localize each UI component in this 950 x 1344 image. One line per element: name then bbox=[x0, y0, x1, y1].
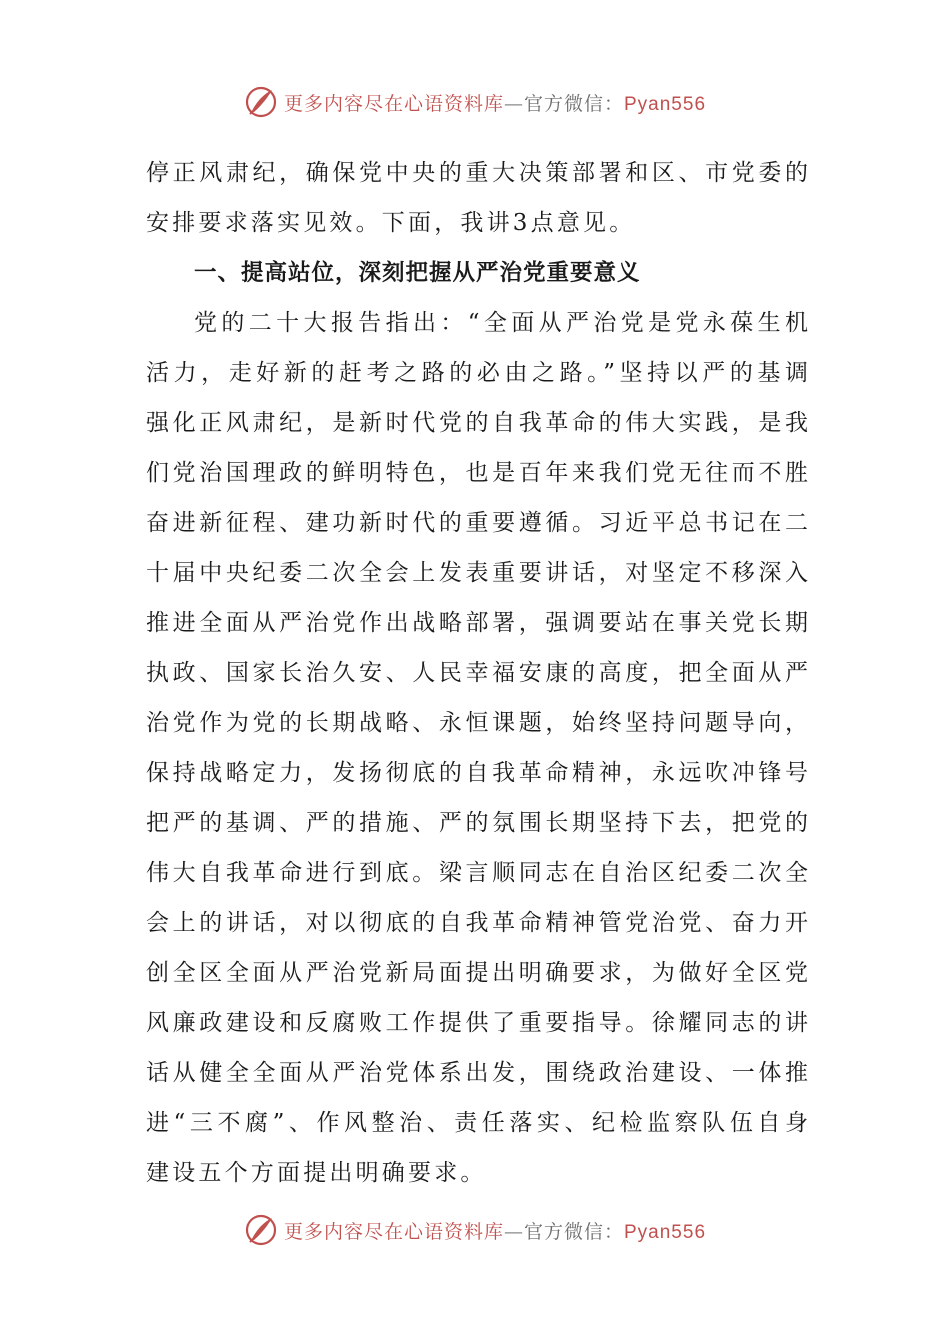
text-line: 把严的基调、严的措施、严的氛围长期坚持下去，把党的 bbox=[146, 810, 808, 836]
text-line: 停正风肃纪，确保党中央的重大决策部署和区、市党委的 bbox=[146, 160, 808, 186]
banner-lead: 更多内容尽在心语资料库 bbox=[283, 92, 504, 115]
text-line: 建设五个方面提出明确要求。 bbox=[146, 1160, 487, 1186]
text-line: 会上的讲话，对以彻底的自我革命精神管党治党、奋力开 bbox=[146, 910, 808, 936]
text-line: 创全区全面从严治党新局面提出明确要求，为做好全区党 bbox=[146, 960, 808, 986]
text-line: 执政、国家长治久安、人民幸福安康的高度，把全面从严 bbox=[146, 660, 808, 686]
text-line: 保持战略定力，发扬彻底的自我革命精神，永远吹冲锋号 bbox=[146, 760, 808, 786]
banner-wechat-id: Pyan556 bbox=[624, 93, 707, 115]
document-body bbox=[146, 148, 808, 1198]
banner-dash: — bbox=[503, 1220, 524, 1243]
quill-pen-icon bbox=[244, 1213, 278, 1247]
text-line: 十届中央纪委二次全会上发表重要讲话，对坚定不移深入 bbox=[146, 560, 808, 586]
text-line: 安排要求落实见效。下面，我讲3点意见。 bbox=[146, 210, 636, 236]
text-line: 话从健全全面从严治党体系出发，围绕政治建设、一体推 bbox=[146, 1060, 808, 1086]
banner-wechat-label: 官方微信： bbox=[523, 92, 624, 115]
text-line: 进“三不腐”、作风整治、责任落实、纪检监察队伍自身 bbox=[146, 1110, 808, 1136]
banner-text bbox=[284, 89, 706, 116]
header-banner bbox=[0, 82, 950, 122]
banner-wechat-label: 官方微信： bbox=[523, 1220, 624, 1243]
text-line: 治党作为党的长期战略、永恒课题，始终坚持问题导向， bbox=[146, 710, 808, 736]
banner-wechat-id: Pyan556 bbox=[624, 1221, 707, 1243]
text-line: 活力，走好新的赶考之路的必由之路。”坚持以严的基调 bbox=[146, 360, 808, 386]
text-line: 们党治国理政的鲜明特色，也是百年来我们党无往而不胜 bbox=[146, 460, 808, 486]
quill-pen-icon bbox=[244, 85, 278, 119]
text-line: 风廉政建设和反腐败工作提供了重要指导。徐耀同志的讲 bbox=[146, 1010, 808, 1036]
text-line: 奋进新征程、建功新时代的重要遵循。习近平总书记在二 bbox=[146, 510, 808, 536]
banner-text bbox=[284, 1217, 706, 1244]
footer-banner bbox=[0, 1210, 950, 1250]
text-line: 伟大自我革命进行到底。梁言顺同志在自治区纪委二次全 bbox=[146, 860, 808, 886]
banner-dash: — bbox=[503, 92, 524, 115]
section-heading: 一、提高站位，深刻把握从严治党重要意义 bbox=[194, 260, 641, 286]
banner-lead: 更多内容尽在心语资料库 bbox=[283, 1220, 504, 1243]
text-line: 推进全面从严治党作出战略部署，强调要站在事关党长期 bbox=[146, 610, 808, 636]
text-line: 党的二十大报告指出：“全面从严治党是党永葆生机 bbox=[194, 310, 808, 336]
text-line: 强化正风肃纪，是新时代党的自我革命的伟大实践，是我 bbox=[146, 410, 808, 436]
